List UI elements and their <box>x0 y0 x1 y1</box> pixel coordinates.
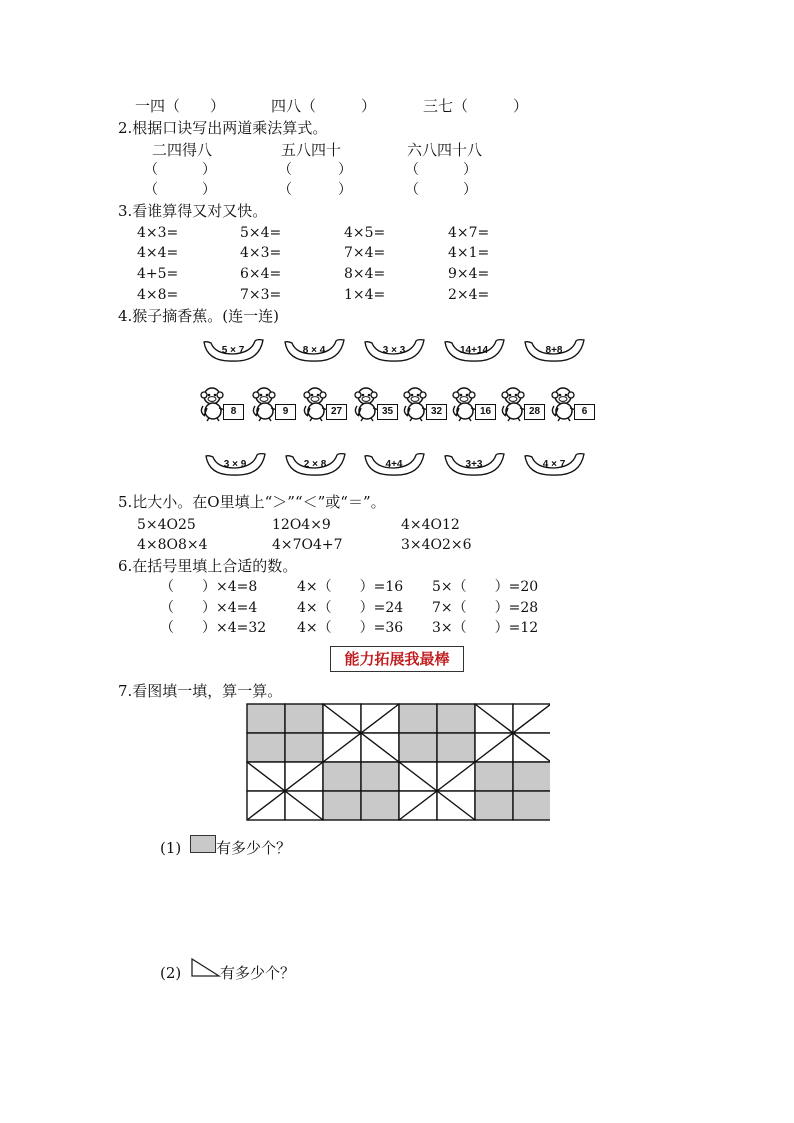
banana[interactable] <box>362 336 426 364</box>
blank-close: ） <box>202 162 216 178</box>
shaded-cell <box>361 791 399 820</box>
q2-mnemonic-3: 六八四十八 <box>407 141 483 159</box>
blank-close: ） <box>463 182 477 198</box>
monkey[interactable] <box>500 386 546 422</box>
shaded-cell <box>513 762 550 791</box>
q5-title: 5.比大小。在O里填上“＞”“＜”或“＝”。 <box>118 493 386 511</box>
monkey-card: 35 <box>377 404 398 420</box>
q3-cell: 4×3= <box>240 245 282 261</box>
shaded-cell <box>247 704 285 733</box>
monkey-card: 9 <box>275 404 296 420</box>
q5-cell: 4×8O8×4 <box>137 537 208 553</box>
q1-item-2: 四八（ ） <box>271 97 377 115</box>
shaded-cell <box>475 762 513 791</box>
shaded-cell <box>513 791 550 820</box>
shaded-cell <box>437 733 475 762</box>
q3-cell: 2×4= <box>448 287 490 303</box>
banana-label: 4+4 <box>385 459 403 470</box>
q6-cell: （ ）×4=4 <box>160 600 258 616</box>
banana-label: 5 × 7 <box>221 345 245 356</box>
q7-title: 7.看图填一填，算一算。 <box>118 682 283 700</box>
blank-close: ） <box>463 162 477 178</box>
q7-figure-grid <box>246 703 550 821</box>
shaded-cell <box>361 762 399 791</box>
q3-cell: 4×4= <box>137 245 179 261</box>
monkey-card: 6 <box>574 404 595 420</box>
blank-open: （ <box>144 162 158 178</box>
banana-label: 8+8 <box>545 345 563 356</box>
monkey[interactable] <box>451 386 497 422</box>
q3-cell: 4+5= <box>137 266 179 282</box>
blank-close: ） <box>338 182 352 198</box>
blank-open: （ <box>405 182 419 198</box>
q3-cell: 4×8= <box>137 287 179 303</box>
monkey[interactable] <box>353 386 399 422</box>
banana[interactable] <box>522 336 586 364</box>
q5-cell: 4×7O4+7 <box>272 537 343 553</box>
shaded-cell <box>323 762 361 791</box>
q3-cell: 9×4= <box>448 266 490 282</box>
q4-title: 4.猴子摘香蕉。(连一连) <box>118 307 280 325</box>
monkey-card: 32 <box>426 404 447 420</box>
q6-cell: 4×（ ）=16 <box>297 579 404 595</box>
shaded-cell <box>437 704 475 733</box>
blank-open: （ <box>405 162 419 178</box>
banana[interactable] <box>201 336 265 364</box>
q3-cell: 4×5= <box>344 225 386 241</box>
q3-cell: 7×4= <box>344 245 386 261</box>
triangle-icon <box>191 958 221 978</box>
banana[interactable] <box>283 450 347 478</box>
banana[interactable] <box>282 336 346 364</box>
q6-cell: 4×（ ）=24 <box>297 600 404 616</box>
monkey-card: 28 <box>524 404 545 420</box>
shaded-square-icon <box>190 835 216 853</box>
monkey[interactable] <box>199 386 245 422</box>
q3-title: 3.看谁算得又对又快。 <box>118 202 268 220</box>
q3-cell: 4×7= <box>448 225 490 241</box>
blank-open: （ <box>278 162 292 178</box>
banana-label: 3+3 <box>465 459 483 470</box>
banana[interactable] <box>442 336 506 364</box>
q5-cell: 3×4O2×6 <box>401 537 472 553</box>
q3-cell: 8×4= <box>344 266 386 282</box>
q5-cell: 4×4O12 <box>401 517 460 533</box>
monkey-card: 27 <box>326 404 347 420</box>
banana[interactable] <box>203 450 267 478</box>
shaded-cell <box>399 733 437 762</box>
q3-cell: 4×3= <box>137 225 179 241</box>
monkey[interactable] <box>302 386 348 422</box>
blank-open: （ <box>278 182 292 198</box>
blank-open: （ <box>144 182 158 198</box>
q7-sub2-text: 有多少个？ <box>220 964 296 982</box>
monkey-card: 16 <box>475 404 496 420</box>
section-banner: 能力拓展我最棒 <box>330 646 464 672</box>
banana-label: 2 × 8 <box>303 459 327 470</box>
q6-cell: 3×（ ）=12 <box>432 620 539 636</box>
shaded-cell <box>285 733 323 762</box>
banana-label: 14+14 <box>459 345 489 356</box>
q3-cell: 1×4= <box>344 287 386 303</box>
monkey-card: 8 <box>223 404 244 420</box>
q3-cell: 5×4= <box>240 225 282 241</box>
q6-cell: （ ）×4=32 <box>160 620 267 636</box>
q5-cell: 12O4×9 <box>272 517 331 533</box>
shaded-cell <box>247 733 285 762</box>
shaded-cell <box>399 704 437 733</box>
q6-cell: 7×（ ）=28 <box>432 600 539 616</box>
monkey[interactable] <box>550 386 596 422</box>
shaded-cell <box>285 704 323 733</box>
banana-label: 3 × 9 <box>223 459 247 470</box>
q3-cell: 7×3= <box>240 287 282 303</box>
q7-sub1-text: 有多少个？ <box>216 839 292 857</box>
banana[interactable] <box>362 450 426 478</box>
q1-item-3: 三七（ ） <box>423 97 529 115</box>
q7-sub1-number: (1) <box>160 839 182 857</box>
monkey[interactable] <box>251 386 297 422</box>
q6-cell: （ ）×4=8 <box>160 579 258 595</box>
q7-sub2-number: (2) <box>160 964 182 982</box>
banana[interactable] <box>442 450 506 478</box>
shaded-cell <box>475 791 513 820</box>
banana-label: 3 × 3 <box>382 345 406 356</box>
q1-item-1: 一四（ ） <box>135 97 226 115</box>
q2-mnemonic-1: 二四得八 <box>152 141 213 159</box>
banana-label: 8 × 4 <box>302 345 326 356</box>
q3-cell: 4×1= <box>448 245 490 261</box>
q6-cell: 5×（ ）=20 <box>432 579 539 595</box>
q6-title: 6.在括号里填上合适的数。 <box>118 557 298 575</box>
q3-cell: 6×4= <box>240 266 282 282</box>
q2-mnemonic-2: 五八四十 <box>281 141 342 159</box>
blank-close: ） <box>202 182 216 198</box>
monkey[interactable] <box>402 386 448 422</box>
q5-cell: 5×4O25 <box>137 517 196 533</box>
shaded-cell <box>323 791 361 820</box>
blank-close: ） <box>338 162 352 178</box>
q2-title: 2.根据口诀写出两道乘法算式。 <box>118 119 328 137</box>
q6-cell: 4×（ ）=36 <box>297 620 404 636</box>
banana-label: 4 × 7 <box>542 459 566 470</box>
banana[interactable] <box>522 450 586 478</box>
